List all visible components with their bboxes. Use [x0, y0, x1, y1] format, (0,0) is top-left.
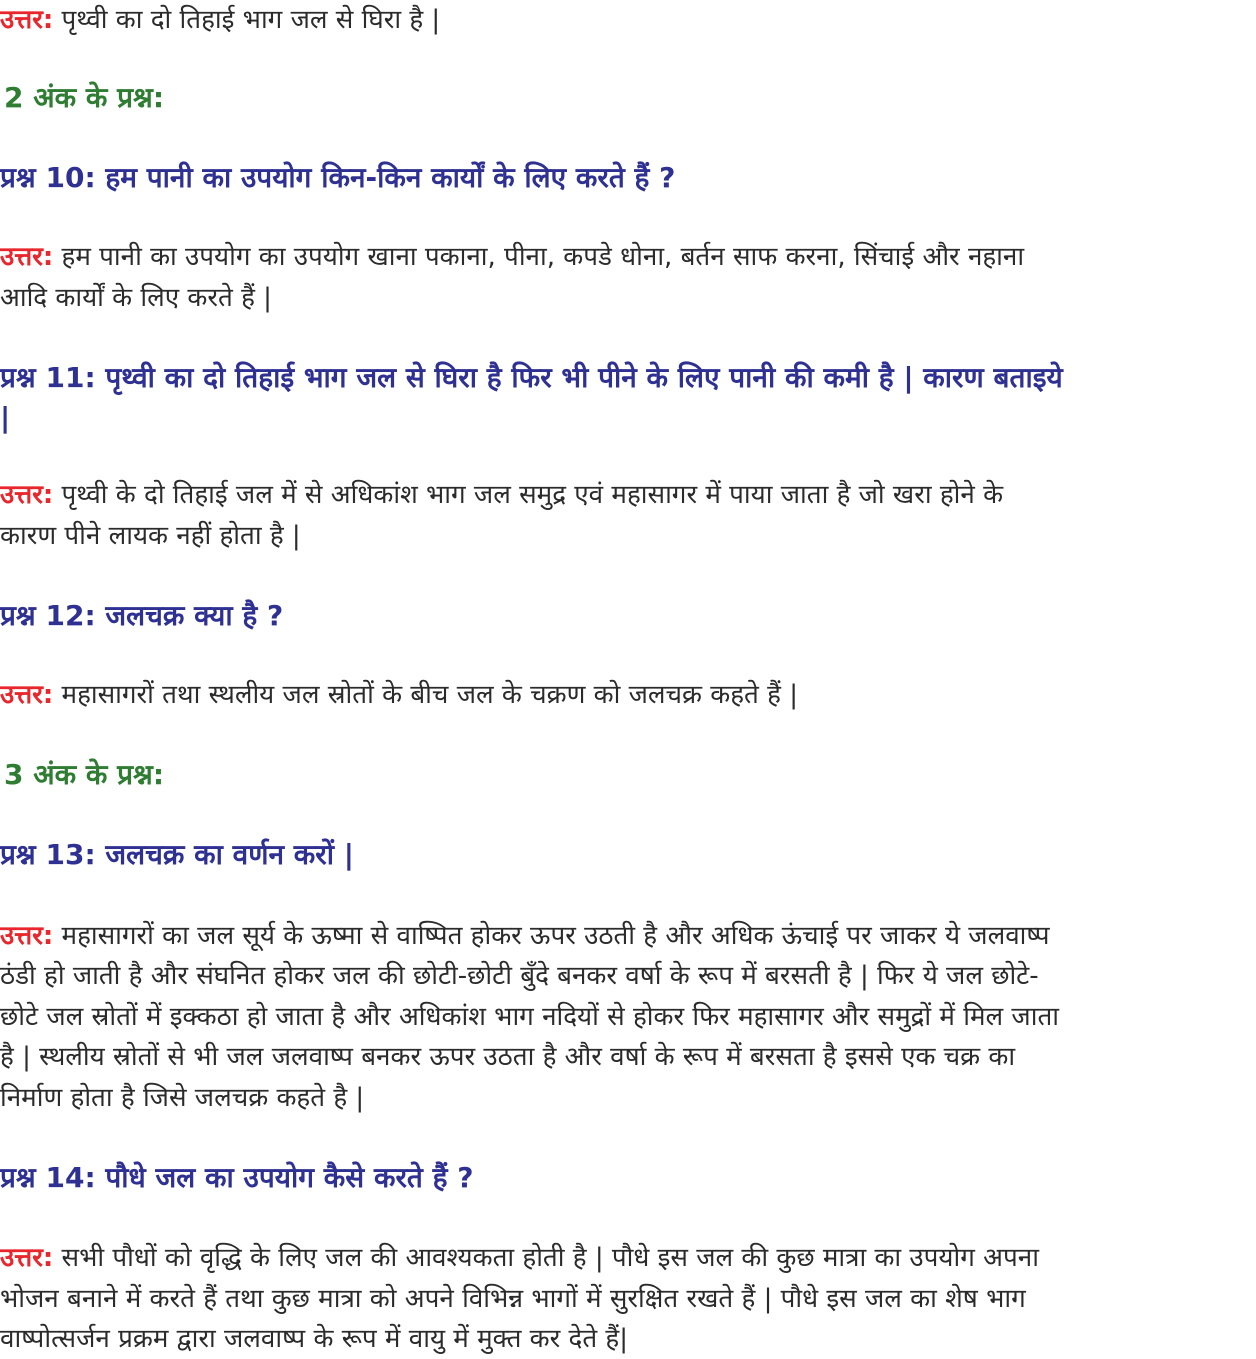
answer-9 — [0, 0, 440, 40]
answer-label: उत्तर: — [0, 1243, 54, 1273]
section-heading-2-marks: 2 अंक के प्रश्न: — [4, 81, 165, 114]
question-14: प्रश्न 14: पौधे जल का उपयोग कैसे करते हैं ? — [0, 1161, 474, 1194]
answer-14-line-1 — [0, 1238, 1039, 1278]
answer-10-line-1 — [0, 237, 1024, 277]
answer-10-text-2: आदि कार्यों के लिए करते हैं | — [0, 283, 272, 313]
answer-9-text: पृथ्वी का दो तिहाई भाग जल से घिरा है | — [61, 5, 441, 35]
question-13: प्रश्न 13: जलचक्र का वर्णन करों | — [0, 838, 354, 871]
question-12: प्रश्न 12: जलचक्र क्या है ? — [0, 599, 284, 632]
answer-12-text: महासागरों तथा स्थलीय जल स्रोतों के बीच जल के चक्रण को जलचक्र कहते हैं | — [61, 680, 798, 710]
question-10: प्रश्न 10: हम पानी का उपयोग किन-किन कार्यों के लिए करते हैं ? — [0, 161, 676, 194]
answer-label: उत्तर: — [0, 242, 54, 272]
answer-10-line-2 — [0, 278, 272, 318]
answer-12 — [0, 675, 798, 715]
answer-14-text-2: भोजन बनाने में करते हैं तथा कुछ मात्रा को अपने विभिन्न भागों में सुरक्षित रखते हैं | पौधे इस जल का शेष भाग — [0, 1284, 1026, 1314]
answer-13-line-1 — [0, 916, 1050, 956]
answer-14-line-3 — [0, 1319, 628, 1359]
answer-label: उत्तर: — [0, 921, 54, 951]
answer-11-text-2: कारण पीने लायक नहीं होता है | — [0, 521, 301, 551]
answer-13-text-3: छोटे जल स्रोतों में इक्कठा हो जाता है और अधिकांश भाग नदियों से होकर फिर महासागर और समुद्रों में मिल जाता — [0, 1002, 1059, 1032]
answer-11-line-1 — [0, 475, 1003, 515]
answer-13-text-4: है | स्थलीय स्रोतों से भी जल जलवाष्प बनकर ऊपर उठता है और वर्षा के रूप में बरसता है इससे एक चक्र का — [0, 1042, 1016, 1072]
answer-label: उत्तर: — [0, 480, 54, 510]
section-heading-3-marks: 3 अंक के प्रश्न: — [4, 758, 165, 791]
answer-11-text-1: पृथ्वी के दो तिहाई जल में से अधिकांश भाग जल समुद्र एवं महासागर में पाया जाता है जो खरा होने के — [61, 480, 1004, 510]
answer-14-line-2 — [0, 1279, 1026, 1319]
answer-13-line-2 — [0, 956, 1039, 996]
answer-13-text-1: महासागरों का जल सूर्य के ऊष्मा से वाष्पित होकर ऊपर उठती है और अधिक ऊंचाई पर जाकर ये जलवाष्प — [61, 921, 1050, 951]
answer-14-text-3: वाष्पोत्सर्जन प्रक्रम द्वारा जलवाष्प के रूप में वायु में मुक्त कर देते हैं| — [0, 1324, 628, 1354]
answer-13-line-4 — [0, 1037, 1015, 1077]
answer-13-line-3 — [0, 997, 1059, 1037]
answer-11-line-2 — [0, 516, 301, 556]
answer-13-line-5 — [0, 1078, 364, 1118]
answer-label: उत्तर: — [0, 5, 54, 35]
answer-13-text-2: ठंडी हो जाती है और संघनित होकर जल की छोटी-छोटी बुँदे बनकर वर्षा के रूप में बरसती है | फिर ये जल छोटे- — [0, 961, 1039, 991]
answer-13-text-5: निर्माण होता है जिसे जलचक्र कहते है | — [0, 1083, 365, 1113]
question-11-line-2: | — [0, 401, 11, 434]
answer-14-text-1: सभी पौधों को वृद्धि के लिए जल की आवश्यकता होती है | पौधे इस जल की कुछ मात्रा का उपयोग अपना — [61, 1243, 1039, 1273]
answer-label: उत्तर: — [0, 680, 54, 710]
answer-10-text-1: हम पानी का उपयोग का उपयोग खाना पकाना, पीना, कपडे धोना, बर्तन साफ करना, सिंचाई और नहाना — [61, 242, 1025, 272]
question-11-line-1: प्रश्न 11: पृथ्वी का दो तिहाई भाग जल से घिरा है फिर भी पीने के लिए पानी की कमी है | कारण बताइये — [0, 361, 1063, 394]
